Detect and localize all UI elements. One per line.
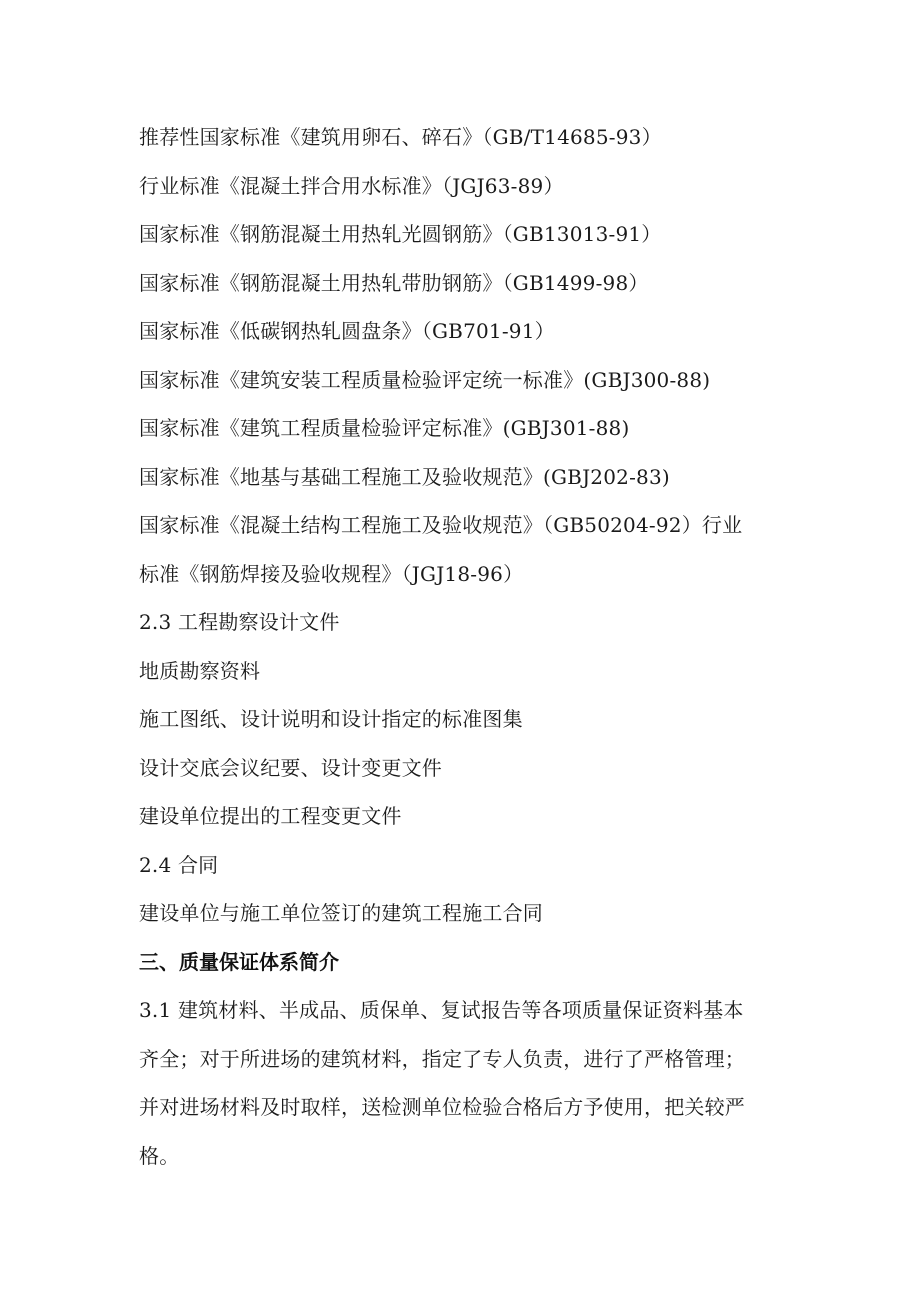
text-line-standard-jgj63: 行业标准《混凝土拌合用水标准》（JGJ63-89） [139, 173, 564, 198]
text-line-standard-gbj300: 国家标准《建筑安装工程质量检验评定统一标准》(GBJ300-88) [139, 367, 711, 392]
text-line-geology: 地质勘察资料 [139, 658, 261, 683]
paragraph-line-4: 格。 [139, 1143, 180, 1168]
text-line-standard-gb50204: 国家标准《混凝土结构工程施工及验收规范》（GB50204-92）行业 [139, 513, 743, 537]
text-line-standard-gbj301: 国家标准《建筑工程质量检验评定标准》(GBJ301-88) [139, 416, 630, 440]
text-line-contract: 建设单位与施工单位签订的建筑工程施工合同 [139, 901, 543, 925]
text-line-standard-gbt14685: 推荐性国家标准《建筑用卵石、碎石》（GB/T14685-93） [139, 125, 662, 149]
text-line-design-changes: 设计交底会议纪要、设计变更文件 [139, 755, 442, 780]
text-line-drawings: 施工图纸、设计说明和设计指定的标准图集 [139, 707, 523, 731]
text-line-standard-gbj202: 国家标准《地基与基础工程施工及验收规范》(GBJ202-83) [139, 464, 670, 489]
text-line-standard-jgj18: 标准《钢筋焊接及验收规程》（JGJ18-96） [139, 561, 524, 586]
text-line-standard-gb1499: 国家标准《钢筋混凝土用热轧带肋钢筋》（GB1499-98） [139, 270, 649, 295]
paragraph-line-3: 并对进场材料及时取样，送检测单位检验合格后方予使用，把关较严 [139, 1095, 745, 1119]
subsection-title-2-4: 2.4 合同 [139, 852, 219, 877]
text-line-owner-changes: 建设单位提出的工程变更文件 [139, 804, 402, 828]
document-body [139, 113, 789, 1180]
section-heading-3: 三、质量保证体系简介 [139, 949, 339, 974]
subsection-title-2-3: 2.3 工程勘察设计文件 [139, 610, 340, 634]
paragraph-line-1: 3.1 建筑材料、半成品、质保单、复试报告等各项质量保证资料基本 [139, 998, 744, 1022]
text-line-standard-gb13013: 国家标准《钢筋混凝土用热轧光圆钢筋》（GB13013-91） [139, 222, 662, 246]
text-line-standard-gb701: 国家标准《低碳钢热轧圆盘条》（GB701-91） [139, 319, 555, 343]
paragraph-line-2: 齐全；对于所进场的建筑材料，指定了专人负责，进行了严格管理； [139, 1046, 745, 1071]
